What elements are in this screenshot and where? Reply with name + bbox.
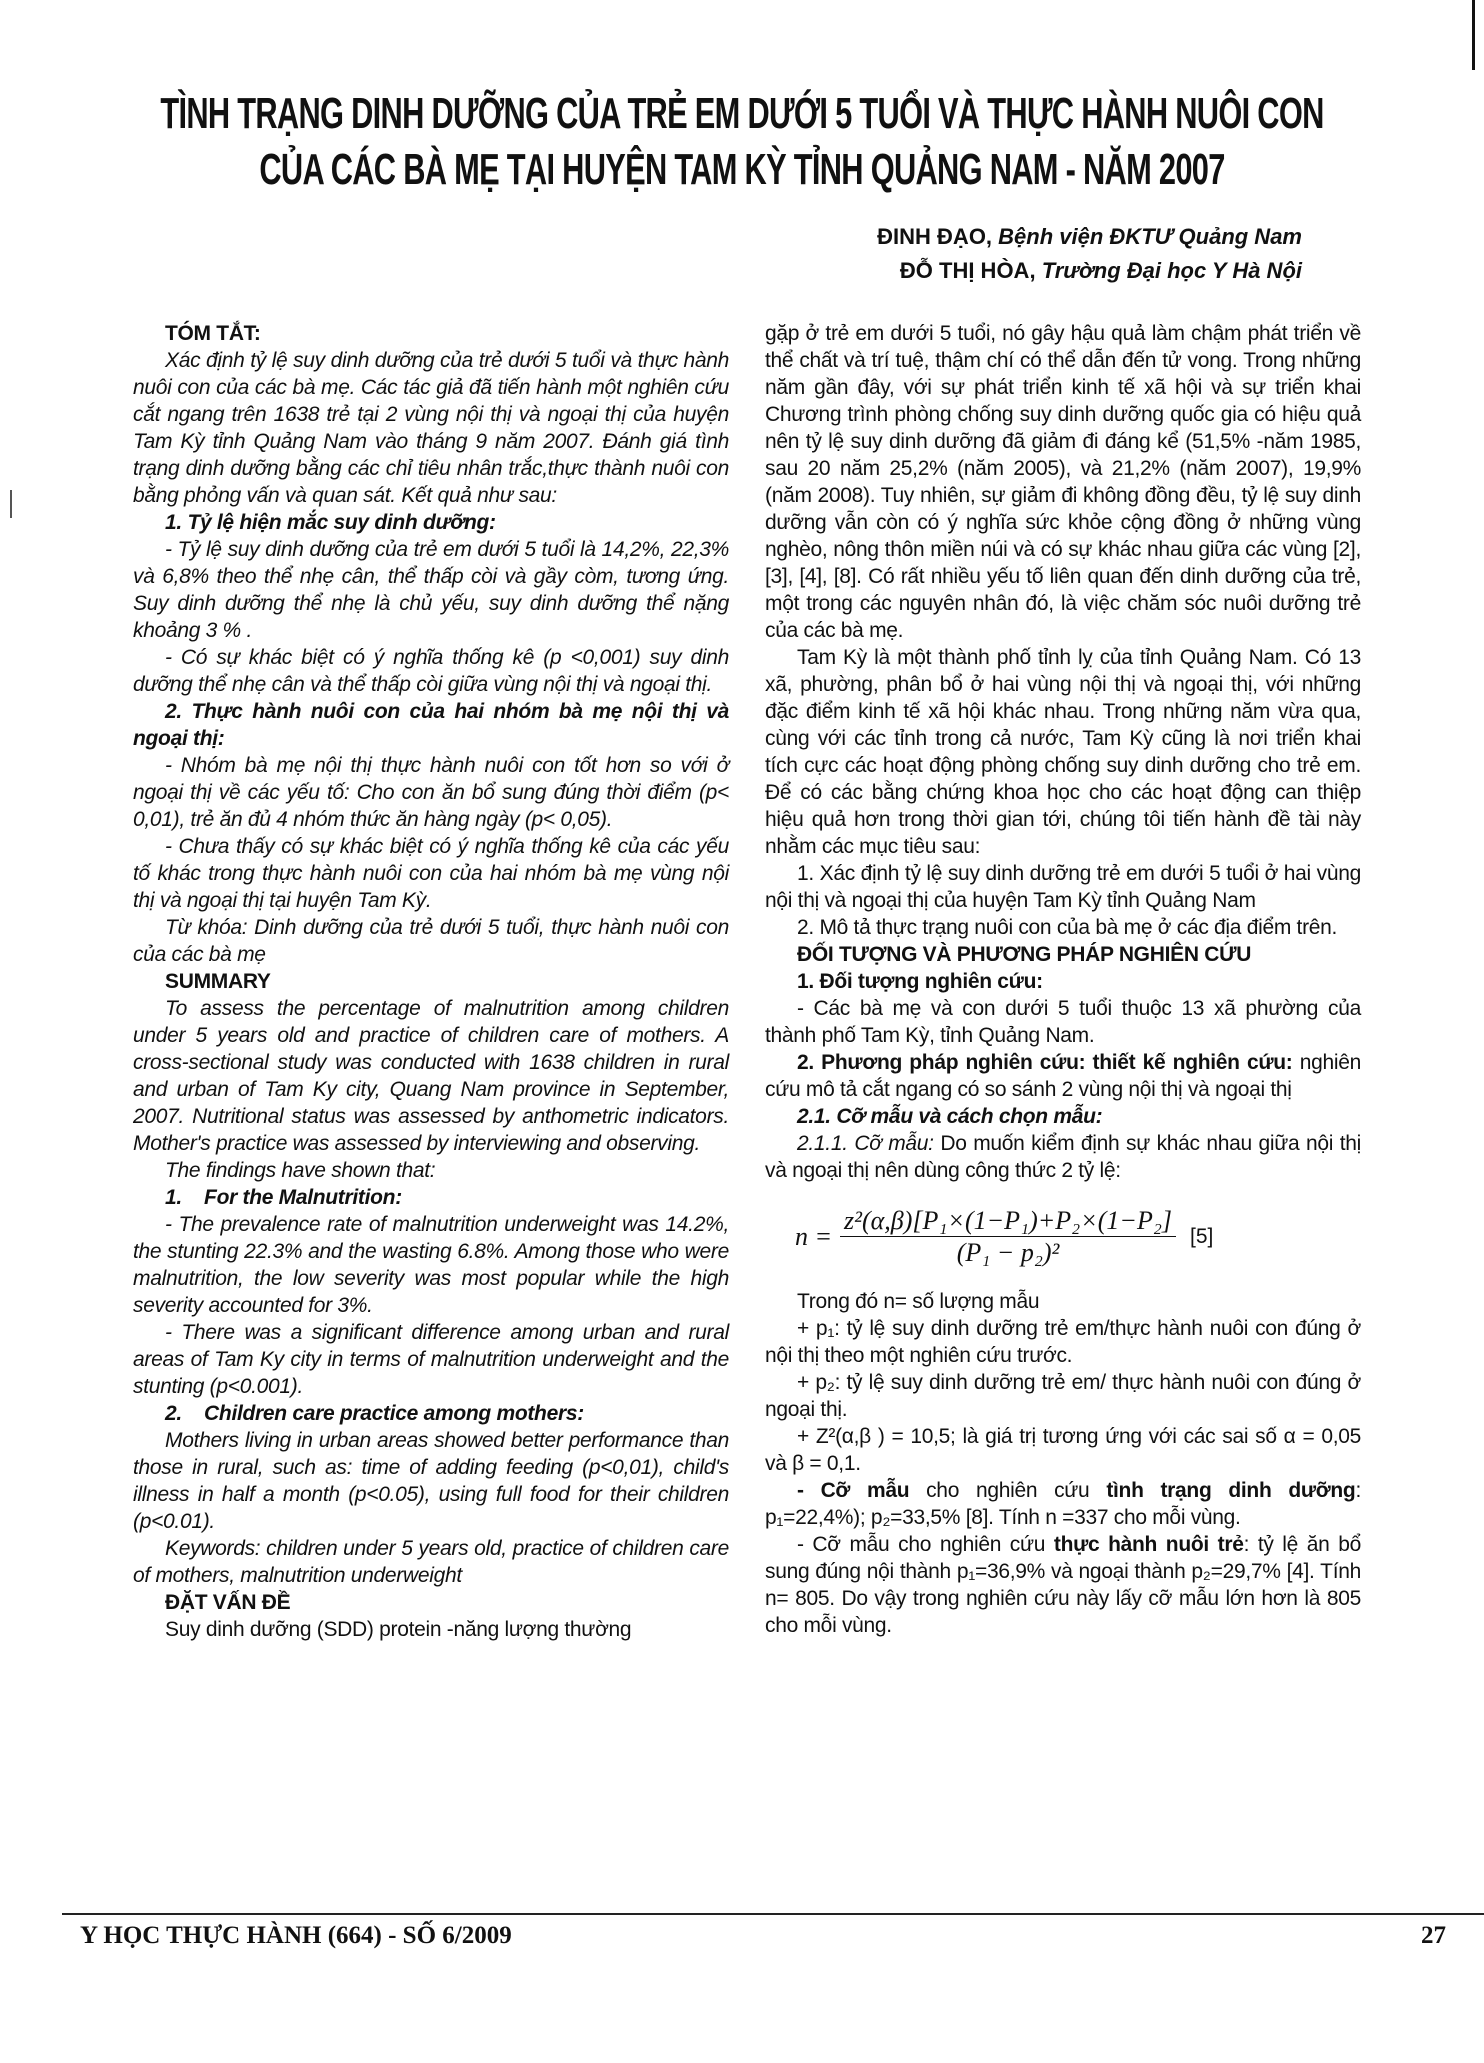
subjects-heading: 1. Đối tượng nghiên cứu: <box>797 970 1043 993</box>
sample-topic: thực hành nuôi trẻ <box>1053 1533 1244 1556</box>
abstract-subheading-2: 2. Thực hành nuôi con của hai nhóm bà mẹ nội thị và ngoại thị: <box>133 700 729 750</box>
introduction-continued: gặp ở trẻ em dưới 5 tuổi, nó gây hậu quả làm chậm phát triển về thể chất và trí tuệ, thậm chí có thể dẫn đến tử vong. Trong những năm gần đây, với sự phát triển kinh tế xã hội và sự triển khai Chương trình phòng chống suy dinh dưỡng quốc gia có hiệu quả nên tỷ lệ suy dinh dưỡng đã giảm đi đáng kể (51,5% -năm 1985, sau 20 năm 25,2% (năm 2005), và 21,2% (năm 2007), 19,9% (năm 2008). Tuy nhiên, sự giảm đi không đồng đều, tỷ lệ suy dinh dưỡng vẫn còn có ý nghĩa sức khỏe cộng đồng ở những vùng nghèo, nông thôn miền núi và có sự khác nhau giữa các vùng [2], [3], [4], [8]. Có rất nhiều yếu tố liên quan đến dinh dưỡng của trẻ, một trong các nguyên nhân đó, là việc chăm sóc nuôi dưỡng trẻ của các bà mẹ. <box>765 322 1361 642</box>
definition-p2: + p₂: tỷ lệ suy dinh dưỡng trẻ em/ thực hành nuôi con đúng ở ngoại thị. <box>765 1371 1361 1421</box>
abstract-subheading-1: 1. Tỷ lệ hiện mắc suy dinh dưỡng: <box>165 511 496 534</box>
sample-lead: - Cỡ mẫu cho nghiên cứu <box>797 1533 1054 1556</box>
introduction-heading: ĐẶT VẤN ĐỀ <box>165 1591 291 1614</box>
formula-fraction <box>840 1207 1176 1266</box>
author-name: ĐỖ THỊ HÒA, <box>899 258 1036 283</box>
summary-findings: The findings have shown that: <box>165 1159 436 1182</box>
author-affiliation: Bệnh viện ĐKTƯ Quảng Nam <box>998 224 1302 249</box>
formula-lhs: n = <box>795 1221 833 1251</box>
keywords-en: Keywords: children under 5 years old, practice of children care of mothers, malnutrition underweight <box>133 1537 729 1587</box>
footer-divider <box>62 1913 1484 1915</box>
introduction-start: Suy dinh dưỡng (SDD) protein -năng lượng thường <box>165 1618 632 1641</box>
abstract-heading: TÓM TẮT: <box>165 322 261 345</box>
formula-reference: [5] <box>1190 1224 1214 1248</box>
abstract-paragraph: - Tỷ lệ suy dinh dưỡng của trẻ em dưới 5 tuổi là 14,2%, 22,3% và 6,8% theo thể nhẹ cân, thể thấp còi và gầy còm, tương ứng. Suy dinh dưỡng thể nhẹ là chủ yếu, suy dinh dưỡng thể nặng khoảng 3 % . <box>133 538 729 642</box>
right-column <box>765 320 1361 1639</box>
scan-margin-mark <box>10 490 12 518</box>
summary-subheading-2: 2. Children care practice among mothers: <box>165 1402 584 1425</box>
journal-footer: Y HỌC THỰC HÀNH (664) - SỐ 6/2009 <box>80 1922 512 1949</box>
sample-size-text: Do muốn kiểm định sự khác nhau giữa nội thị và ngoại thị nên dùng công thức 2 tỷ lệ: <box>765 1132 1361 1182</box>
tamky-paragraph: Tam Kỳ là một thành phố tỉnh lỵ của tỉnh Quảng Nam. Có 13 xã, phường, phân bổ ở hai vùng nội thị và ngoại thị, với những đặc điểm kinh tế xã hội khác nhau. Trong những năm vừa qua, cùng với các tỉnh trong cả nước, Tam Kỳ cũng là nơi triển khai tích cực các hoạt động phòng chống suy dinh dưỡng cho trẻ em. Để có các bằng chứng khoa học cho các hoạt động can thiệp hiệu quả hơn trong thời gian tới, chúng tôi tiến hành đề tài này nhằm các mục tiêu sau: <box>765 646 1361 858</box>
formula-denominator: (P₁ − p₂)² <box>956 1237 1060 1267</box>
summary-paragraph: - There was a significant difference among urban and rural areas of Tam Ky city in terms of malnutrition underweight and the stunting (p<0.001). <box>133 1321 729 1398</box>
scan-edge-mark <box>1472 0 1475 70</box>
design-text: nghiên cứu mô tả cắt ngang có so sánh 2 vùng nội thị và ngoại thị <box>765 1051 1361 1101</box>
sample-lead: - Cỡ mẫu <box>797 1479 910 1502</box>
summary-intro: To assess the percentage of malnutrition among children under 5 years old and practice of children care of mothers. A cross-sectional study was conducted with 1638 children in rural and urban of Tam Ky city, Quang Nam province in September, 2007. Nutritional status was assessed by anthometric indicators. Mother's practice was assessed by interviewing and observing. <box>133 997 729 1155</box>
article-title-line-1: TÌNH TRẠNG DINH DƯỠNG CỦA TRẺ EM DƯỚI 5 TUỔI VÀ THỰC HÀNH NUÔI CON <box>160 89 1324 138</box>
summary-paragraph: Mothers living in urban areas showed better performance than those in rural, such as: time of adding feeding (p<0,01), child's illness in half a month (p<0.05), using full food for their children (p<0.01). <box>133 1429 729 1533</box>
sample-size-formula <box>765 1184 1361 1288</box>
formula-numerator: z²(α,β)[P₁×(1−P₁)+P₂×(1−P₂] <box>840 1207 1176 1237</box>
author-affiliation: Trường Đại học Y Hà Nội <box>1041 258 1302 283</box>
sample-size-paragraph <box>765 1130 1361 1184</box>
author-1 <box>877 224 1302 250</box>
design-paragraph <box>765 1049 1361 1103</box>
author-2 <box>900 258 1302 284</box>
left-column <box>133 320 729 1643</box>
abstract-paragraph: - Có sự khác biệt có ý nghĩa thống kê (p <0,001) suy dinh dưỡng thể nhẹ cân và thể thấp còi giữa vùng nội thị và ngoại thị. <box>133 646 729 696</box>
sample-heading: 2.1. Cỡ mẫu và cách chọn mẫu: <box>797 1105 1103 1128</box>
definition-z: + Z²(α,β ) = 10,5; là giá trị tương ứng với các sai số α = 0,05 và β = 0,1. <box>765 1425 1361 1475</box>
sample-mid: cho nghiên cứu <box>909 1479 1107 1502</box>
abstract-paragraph: - Chưa thấy có sự khác biệt có ý nghĩa thống kê của các yếu tố khác trong thực hành nuôi con của hai nhóm bà mẹ vùng nội thị và ngoại thị tại huyện Tam Kỳ. <box>133 835 729 912</box>
definition-p1: + p₁: tỷ lệ suy dinh dưỡng trẻ em/thực hành nuôi con đúng ở nội thị theo một nghiên cứu trước. <box>765 1317 1361 1367</box>
sample-rest: : p₁=22,4%); p₂=33,5% [8]. Tính n =337 cho mỗi vùng. <box>765 1479 1362 1529</box>
objective-1: 1. Xác định tỷ lệ suy dinh dưỡng trẻ em dưới 5 tuổi ở hai vùng nội thị và ngoại thị của huyện Tam Kỳ tỉnh Quảng Nam <box>765 862 1361 912</box>
keywords-vi: Từ khóa: Dinh dưỡng của trẻ dưới 5 tuổi, thực hành nuôi con của các bà mẹ <box>133 916 729 966</box>
sample-topic: tình trạng dinh dưỡng <box>1106 1479 1356 1502</box>
subjects-text: - Các bà mẹ và con dưới 5 tuổi thuộc 13 xã phường của thành phố Tam Kỳ, tỉnh Quảng Nam. <box>765 997 1361 1047</box>
summary-paragraph: - The prevalence rate of malnutrition underweight was 14.2%, the stunting 22.3% and the wasting 6.8%. Among those who were malnutrition, the low severity was most popular while the high severity accounted for 3%. <box>133 1213 729 1317</box>
abstract-intro: Xác định tỷ lệ suy dinh dưỡng của trẻ dưới 5 tuổi và thực hành nuôi con của các bà mẹ. Các tác giả đã tiến hành một nghiên cứu cắt ngang trên 1638 trẻ tại 2 vùng nội thị và ngoại thị của huyện Tam Kỳ tỉnh Quảng Nam vào tháng 9 năm 2007. Đánh giá tình trạng dinh dưỡng bằng các chỉ tiêu nhân trắc,thực thành nuôi con bằng phỏng vấn và quan sát. Kết quả như sau: <box>133 349 729 507</box>
sample-rest: : tỷ lệ ăn bổ sung đúng nội thành p₁=36,9% và ngoại thành p₂=29,7% [4]. Tính n= 805. Do vậy trong nghiên cứu này lấy cỡ mẫu lớn hơn là 805 cho mỗi vùng. <box>765 1533 1361 1637</box>
summary-heading: SUMMARY <box>165 970 271 993</box>
page-number: 27 <box>1421 1922 1446 1949</box>
objective-2: 2. Mô tả thực trạng nuôi con của bà mẹ ở các địa điểm trên. <box>797 916 1338 939</box>
formula-where: Trong đó n= số lượng mẫu <box>797 1290 1040 1313</box>
author-name: ĐINH ĐẠO, <box>877 224 993 249</box>
sample-size-label: 2.1.1. Cỡ mẫu: <box>797 1132 934 1155</box>
design-heading: 2. Phương pháp nghiên cứu: thiết kế nghiên cứu: <box>797 1051 1293 1074</box>
summary-subheading-1: 1. For the Malnutrition: <box>165 1186 402 1209</box>
sample-size-nutrition <box>765 1477 1361 1531</box>
abstract-paragraph: - Nhóm bà mẹ nội thị thực hành nuôi con tốt hơn so với ở ngoại thị về các yếu tố: Cho con ăn bổ sung đúng thời điểm (p< 0,01), trẻ ăn đủ 4 nhóm thức ăn hàng ngày (p< 0,05). <box>133 754 729 831</box>
methods-heading: ĐỐI TƯỢNG VÀ PHƯƠNG PHÁP NGHIÊN CỨU <box>797 943 1252 966</box>
article-title-line-2: CỦA CÁC BÀ MẸ TẠI HUYỆN TAM KỲ TỈNH QUẢNG NAM - NĂM 2007 <box>259 145 1225 194</box>
sample-size-practice <box>765 1531 1361 1639</box>
